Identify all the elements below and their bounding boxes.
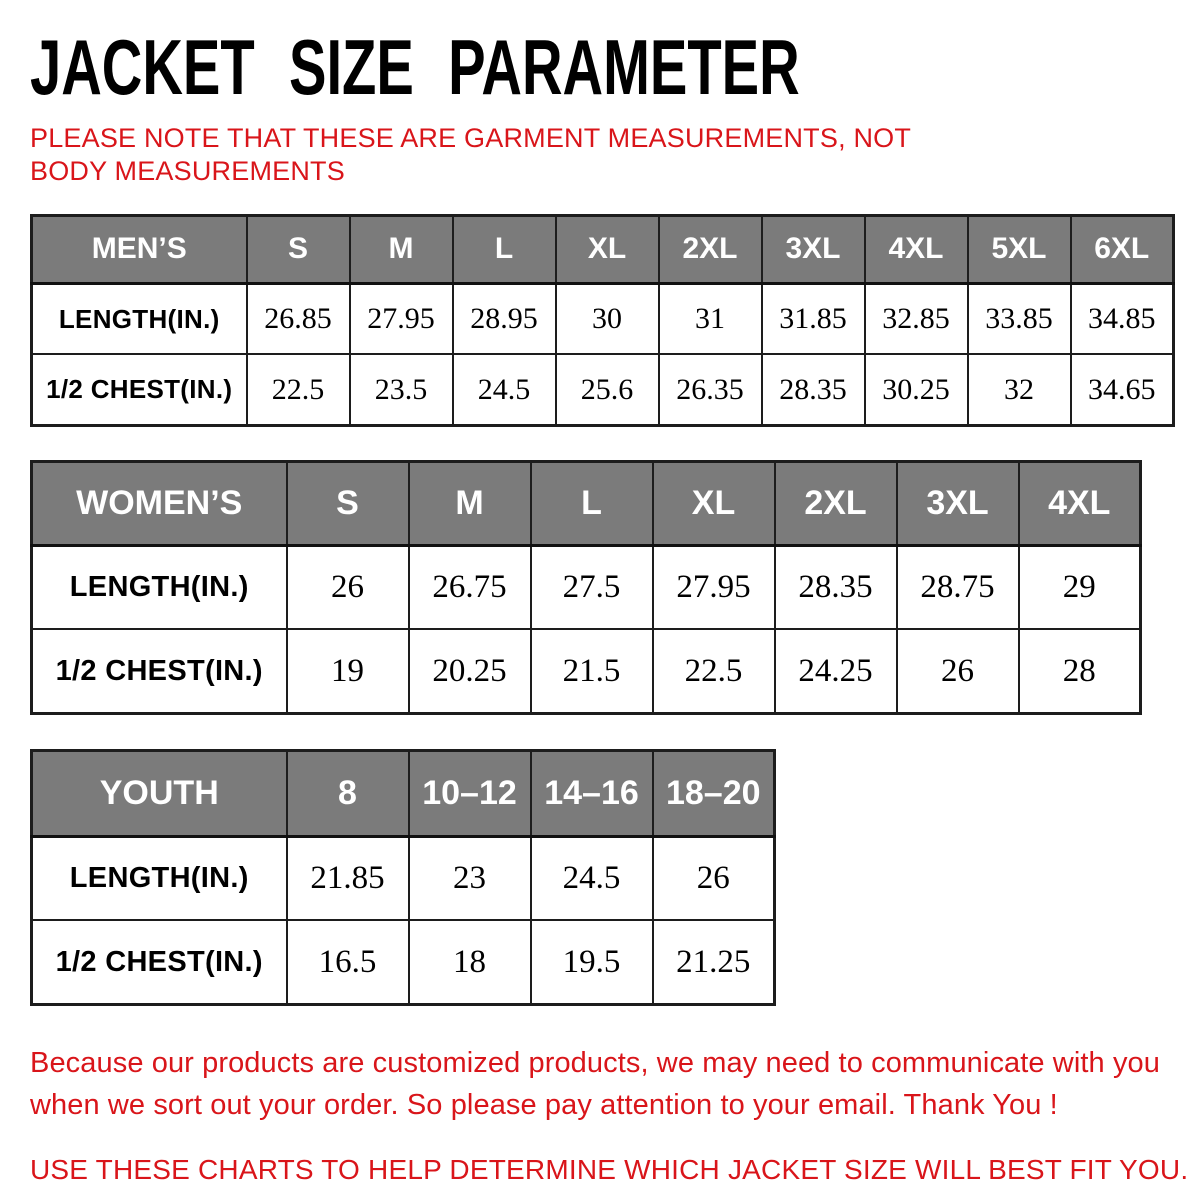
youth-size-header: 18–20 <box>653 750 775 836</box>
youth-header-row <box>32 750 775 836</box>
chest-value: 20.25 <box>409 629 531 713</box>
mens-header-row <box>32 215 1174 283</box>
chest-value: 26 <box>897 629 1019 713</box>
length-value: 28.35 <box>775 545 897 629</box>
chest-value: 22.5 <box>653 629 775 713</box>
mens-size-table <box>30 214 1175 427</box>
length-value: 27.95 <box>350 283 453 354</box>
womens-size-header: L <box>531 461 653 545</box>
length-value: 26 <box>653 836 775 920</box>
chest-value: 21.25 <box>653 920 775 1004</box>
womens-chest-row <box>32 629 1141 713</box>
chest-value: 21.5 <box>531 629 653 713</box>
chest-value: 32 <box>968 354 1071 425</box>
womens-size-header: S <box>287 461 409 545</box>
length-value: 24.5 <box>531 836 653 920</box>
length-value: 23 <box>409 836 531 920</box>
chest-value: 19.5 <box>531 920 653 1004</box>
chest-value: 22.5 <box>247 354 350 425</box>
chest-value: 24.5 <box>453 354 556 425</box>
womens-size-header: 4XL <box>1019 461 1141 545</box>
length-value: 28.75 <box>897 545 1019 629</box>
chart-usage-hint: USE THESE CHARTS TO HELP DETERMINE WHICH JACKET SIZE WILL BEST FIT YOU. <box>30 1153 1189 1185</box>
length-value: 27.5 <box>531 545 653 629</box>
womens-size-table <box>30 460 1142 715</box>
row-label: LENGTH(IN.) <box>32 545 287 629</box>
chest-value: 16.5 <box>287 920 409 1004</box>
mens-size-header: 6XL <box>1071 215 1174 283</box>
womens-header-row <box>32 461 1141 545</box>
mens-size-header: 5XL <box>968 215 1071 283</box>
length-value: 30 <box>556 283 659 354</box>
length-value: 31 <box>659 283 762 354</box>
youth-size-table <box>30 749 776 1006</box>
length-value: 26 <box>287 545 409 629</box>
length-value: 26.75 <box>409 545 531 629</box>
womens-length-row <box>32 545 1141 629</box>
mens-size-header: L <box>453 215 556 283</box>
chest-value: 28 <box>1019 629 1141 713</box>
chest-value: 18 <box>409 920 531 1004</box>
mens-group-label: MEN’S <box>32 215 247 283</box>
length-value: 26.85 <box>247 283 350 354</box>
mens-size-header: 4XL <box>865 215 968 283</box>
length-value: 27.95 <box>653 545 775 629</box>
chest-value: 34.65 <box>1071 354 1174 425</box>
length-value: 32.85 <box>865 283 968 354</box>
mens-length-row <box>32 283 1174 354</box>
womens-size-header: M <box>409 461 531 545</box>
mens-size-header: 2XL <box>659 215 762 283</box>
garment-measurement-note: PLEASE NOTE THAT THESE ARE GARMENT MEASUREMENTS, NOT BODY MEASUREMENTS <box>30 123 911 186</box>
chest-value: 23.5 <box>350 354 453 425</box>
chest-value: 30.25 <box>865 354 968 425</box>
customization-notice: Because our products are customized products, we may need to communicate with you when we sort out your order. So please pay attention to your email. Thank You ! <box>30 1046 1160 1121</box>
length-value: 31.85 <box>762 283 865 354</box>
mens-size-header: M <box>350 215 453 283</box>
womens-size-header: 2XL <box>775 461 897 545</box>
youth-group-label: YOUTH <box>32 750 287 836</box>
womens-size-header: 3XL <box>897 461 1019 545</box>
row-label: 1/2 CHEST(IN.) <box>32 354 247 425</box>
mens-size-header: XL <box>556 215 659 283</box>
youth-length-row <box>32 836 775 920</box>
row-label: LENGTH(IN.) <box>32 836 287 920</box>
page-title: JACKET SIZE PARAMETER <box>30 23 800 111</box>
row-label: LENGTH(IN.) <box>32 283 247 354</box>
mens-size-header: S <box>247 215 350 283</box>
youth-size-header: 14–16 <box>531 750 653 836</box>
mens-size-header: 3XL <box>762 215 865 283</box>
mens-chest-row <box>32 354 1174 425</box>
length-value: 28.95 <box>453 283 556 354</box>
chest-value: 19 <box>287 629 409 713</box>
chest-value: 26.35 <box>659 354 762 425</box>
length-value: 29 <box>1019 545 1141 629</box>
chest-value: 25.6 <box>556 354 659 425</box>
chest-value: 28.35 <box>762 354 865 425</box>
length-value: 21.85 <box>287 836 409 920</box>
row-label: 1/2 CHEST(IN.) <box>32 629 287 713</box>
womens-size-header: XL <box>653 461 775 545</box>
youth-size-header: 8 <box>287 750 409 836</box>
length-value: 33.85 <box>968 283 1071 354</box>
womens-group-label: WOMEN’S <box>32 461 287 545</box>
chest-value: 24.25 <box>775 629 897 713</box>
length-value: 34.85 <box>1071 283 1174 354</box>
youth-size-header: 10–12 <box>409 750 531 836</box>
youth-chest-row <box>32 920 775 1004</box>
row-label: 1/2 CHEST(IN.) <box>32 920 287 1004</box>
